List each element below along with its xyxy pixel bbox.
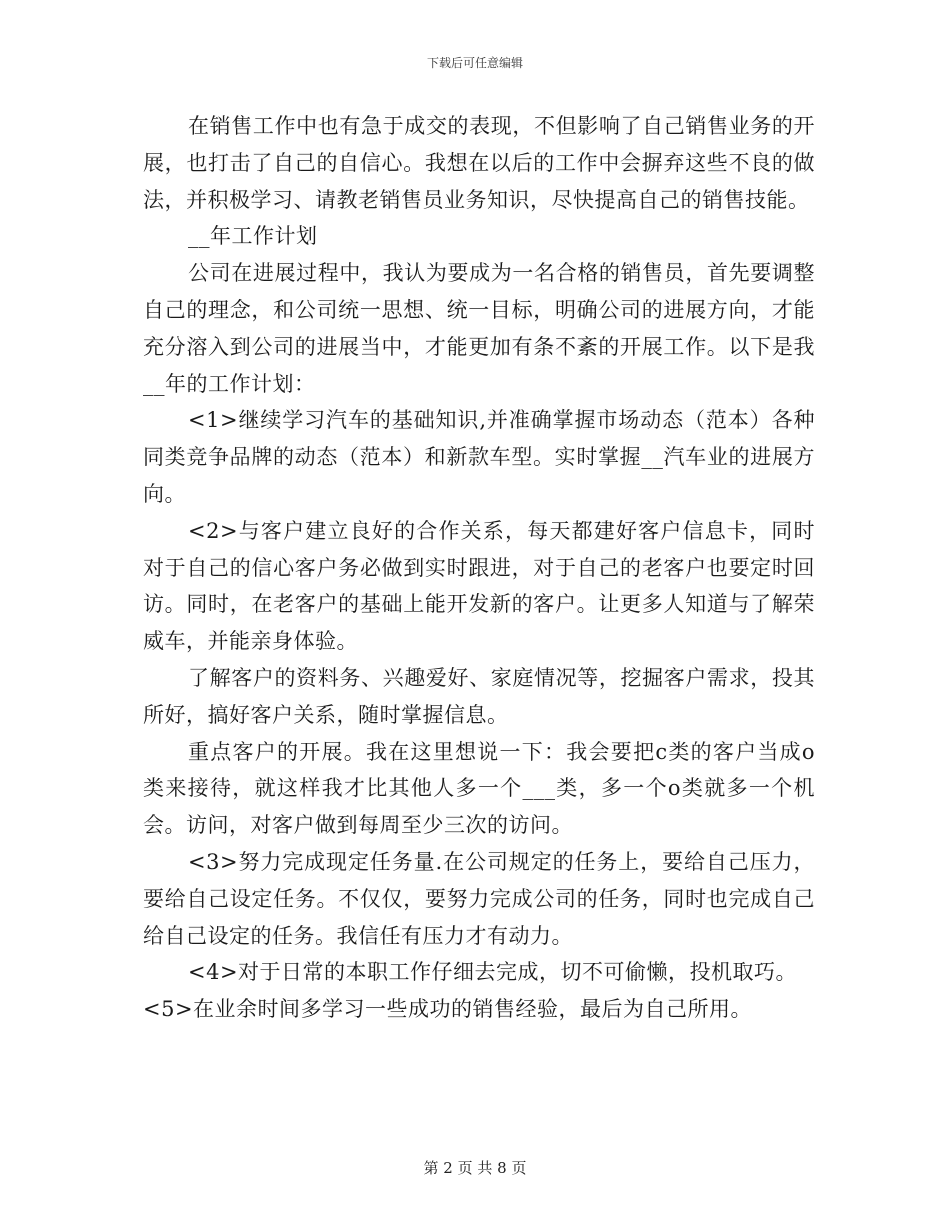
paragraph-plan-item-2: <2>与客户建立良好的合作关系，每天都建好客户信息卡，同时对于自己的信心客户务必做到实时跟进，对于自己的老客户也要定时回访。同时，在老客户的基础上能开发新的客户。让更多人知道与了解荣威车，并能亲身体验。 <box>143 518 815 654</box>
paragraph-plan-item-3: <3>努力完成现定任务量.在公司规定的任务上，要给自己压力，要给自己设定任务。不仅仅，要努力完成公司的任务，同时也完成自己给自己设定的任务。我信任有压力才有动力。 <box>143 849 815 948</box>
paragraph-plan-heading: __年工作计划 <box>188 224 318 249</box>
paragraph-plan-item-5: <5>在业余时间多学习一些成功的销售经验，最后为自己所用。 <box>143 997 753 1022</box>
page-footer: 第 2 页 共 8 页 <box>423 1159 527 1177</box>
paragraph-customer-info: 了解客户的资料务、兴趣爱好、家庭情况等，挖掘客户需求，投其所好，搞好客户关系，随时掌握信息。 <box>143 665 815 727</box>
paragraph-sales-reflection: 在销售工作中也有急于成交的表现，不但影响了自己销售业务的开展，也打击了自己的自信心。我想在以后的工作中会摒弃这些不良的做法，并积极学习、请教老销售员业务知识，尽快提高自己的销售技能。 <box>143 114 815 212</box>
paragraph-plan-item-4: <4>对于日常的本职工作仔细去完成，切不可偷懒，投机取巧。 <box>188 960 798 985</box>
paragraph-plan-item-1: <1>继续学习汽车的基础知识,并准确掌握市场动态（范本）各种同类竞争品牌的动态（范本）和新款车型。实时掌握__汽车业的进展方向。 <box>143 408 815 506</box>
page-header: 下载后可任意编辑 <box>426 56 523 70</box>
paragraph-plan-intro: 公司在进展过程中，我认为要成为一名合格的销售员，首先要调整自己的理念，和公司统一思想、统一目标，明确公司的进展方向，才能充分溶入到公司的进展当中，才能更加有条不紊的开展工作。以下是我__年的工作计划： <box>143 261 815 396</box>
paragraph-key-customers: 重点客户的开展。我在这里想说一下：我会要把c类的客户当成o类来接待，就这样我才比其他人多一个___类，多一个o类就多一个机会。访问，对客户做到每周至少三次的访问。 <box>143 739 815 838</box>
document-body <box>143 108 815 1028</box>
